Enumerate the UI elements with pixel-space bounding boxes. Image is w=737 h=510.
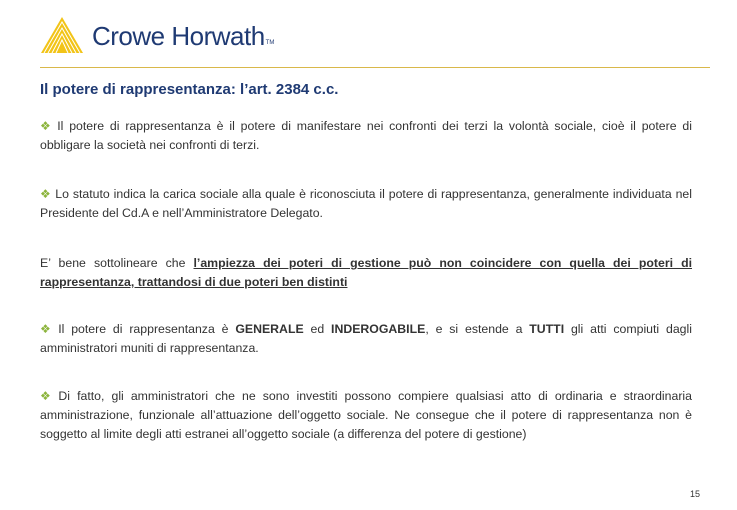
header-divider	[40, 67, 710, 68]
paragraph-1	[40, 117, 692, 155]
diamond-bullet-icon: ❖	[40, 119, 54, 133]
paragraph-3-emphasis: l’ampiezza dei poteri di gestione può non coincidere con quella dei poteri di rappresentanza, trattandosi di due poteri ben distinti	[40, 256, 693, 289]
paragraph-5-text: Di fatto, gli amministratori che ne sono investiti possono compiere qualsiasi atto di ordinaria e straordinaria amministrazione, funzionale all’attuazione dell’oggetto sociale. Ne consegue che il potere di rappresentanza non è soggetto al limite degli atti estranei all’oggetto sociale (a differenza del potere di gestione)	[40, 389, 692, 441]
brand-name: Crowe Horwath	[92, 20, 265, 51]
paragraph-2	[40, 185, 692, 223]
keyword-generale: GENERALE	[235, 322, 304, 336]
crowe-logo-icon	[40, 16, 84, 54]
paragraph-4-part-g: gli atti compiuti dagli amministratori muniti di rappresentanza.	[40, 322, 692, 355]
paragraph-4-part-c: ed	[303, 322, 332, 336]
diamond-bullet-icon: ❖	[40, 322, 55, 336]
paragraph-4	[40, 320, 692, 358]
brand-logo	[40, 14, 274, 56]
keyword-tutti: TUTTI	[529, 322, 565, 336]
paragraph-3	[40, 254, 692, 292]
paragraph-1-text: Il potere di rappresentanza è il potere di manifestare nei confronti dei terzi la volontà sociale, cioè il potere di obbligare la società nei confronti di terzi.	[40, 119, 692, 152]
paragraph-2-text: Lo statuto indica la carica sociale alla quale è riconosciuta il potere di rappresentanza, generalmente individuata nel Presidente del Cd.A e nell’Amministratore Delegato.	[40, 187, 692, 220]
keyword-inderogabile: INDEROGABILE	[331, 322, 426, 336]
diamond-bullet-icon: ❖	[40, 389, 55, 403]
page-number: 15	[690, 489, 701, 499]
brand-trademark: TM	[265, 40, 275, 46]
paragraph-4-part-e: , e si estende a	[425, 322, 530, 336]
diamond-bullet-icon: ❖	[40, 187, 52, 201]
paragraph-3-intro: E’ bene sottolineare che	[40, 256, 194, 270]
page-title: Il potere di rappresentanza: l’art. 2384 c.c.	[40, 81, 339, 98]
paragraph-4-part-a: Il potere di rappresentanza è	[58, 322, 236, 336]
paragraph-5	[40, 387, 692, 444]
